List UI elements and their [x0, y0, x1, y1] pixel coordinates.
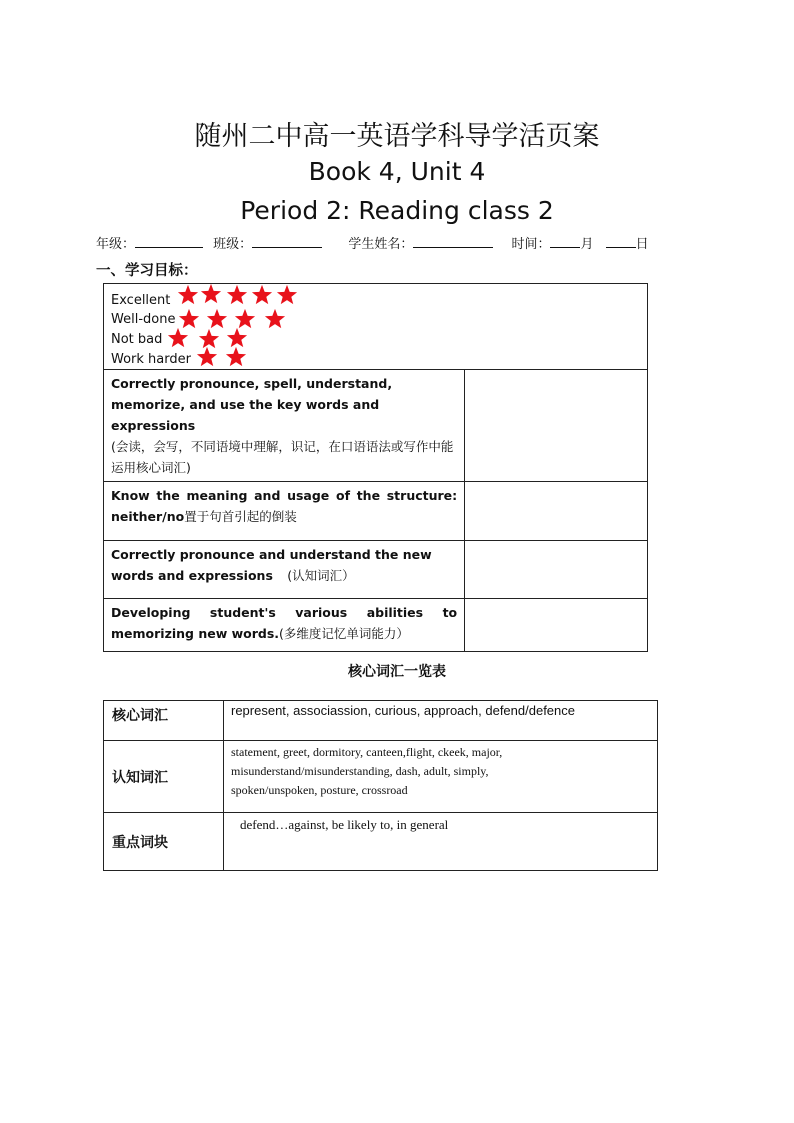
goal-1: [104, 370, 465, 482]
vocab-label-core: 核心词汇: [104, 701, 224, 741]
day-label: 日: [635, 237, 649, 252]
goal-4: [104, 599, 465, 652]
name-blank[interactable]: [413, 235, 493, 248]
goal-4-en-line2: memorizing new words.: [111, 626, 280, 641]
star-icon: [225, 346, 247, 368]
student-info-line: [96, 233, 649, 252]
vocab-label-cognitive: 认知词汇: [104, 741, 224, 813]
month-blank[interactable]: [550, 235, 580, 248]
time-label: 时间：: [511, 237, 551, 252]
goal-2-en-line2: neither/no: [111, 509, 185, 524]
rating-label-well-done: Well-done: [111, 312, 176, 327]
goal-2: [104, 482, 465, 541]
class-blank[interactable]: [252, 235, 322, 248]
goal-1-rating-cell[interactable]: [465, 370, 648, 482]
star-icon: [167, 327, 189, 349]
goal-3-en: Correctly pronounce and understand the new words and expressions: [111, 547, 432, 583]
rating-legend: [104, 284, 647, 369]
vocab-value-cognitive: [224, 741, 658, 813]
learning-goals-table: [103, 283, 648, 652]
goal-2-en-line1: Know the meaning and usage of the structure:: [111, 488, 458, 503]
star-icon: [226, 284, 248, 306]
goal-2-rating-cell[interactable]: [465, 482, 648, 541]
goal-4-rating-cell[interactable]: [465, 599, 648, 652]
goal-3-rating-cell[interactable]: [465, 541, 648, 599]
goal-4-cn: (多维度记忆单词能力）: [279, 626, 409, 641]
star-icon: [264, 308, 286, 330]
star-icon: [276, 284, 298, 306]
rating-legend-cell: [104, 284, 648, 370]
goal-3: [104, 541, 465, 599]
star-icon: [177, 284, 199, 306]
vocab-cognitive-line: spoken/unspoken, posture, crossroad: [231, 783, 408, 797]
section-title: 一、学习目标：: [96, 263, 198, 279]
goal-2-cn: 置于句首引起的倒装: [184, 509, 297, 524]
vocab-label-chunks: 重点词块: [104, 813, 224, 871]
vocab-table: [103, 700, 658, 871]
name-label: 学生姓名：: [348, 237, 414, 252]
period-heading: Period 2: Reading class 2: [240, 196, 554, 225]
vocab-cognitive-line: misunderstand/misunderstanding, dash, adult, simply,: [231, 764, 489, 778]
grade-blank[interactable]: [135, 235, 203, 248]
book-unit-heading: Book 4, Unit 4: [308, 157, 486, 186]
vocab-table-title: 核心词汇一览表: [348, 664, 446, 680]
month-label: 月: [580, 237, 594, 252]
goal-1-cn: (会读，会写，不同语境中理解，识记，在口语语法或写作中能运用核心词汇): [111, 439, 454, 475]
star-icon: [251, 284, 273, 306]
star-icon: [200, 283, 222, 305]
document-title: 随州二中高一英语学科导学活页案: [194, 121, 600, 152]
vocab-cognitive-line: statement, greet, dormitory, canteen,flight, ckeek, major,: [231, 745, 503, 759]
vocab-value-core: represent, associassion, curious, approach, defend/defence: [224, 701, 658, 741]
rating-label-work-harder: Work harder: [111, 352, 191, 367]
rating-label-not-bad: Not bad: [111, 332, 163, 347]
star-icon: [206, 308, 228, 330]
goal-3-cn: (认知词汇）: [287, 568, 355, 583]
vocab-value-chunks: defend…against, be likely to, in general: [224, 813, 658, 871]
rating-label-excellent: Excellent: [111, 293, 171, 308]
grade-label: 年级：: [96, 237, 136, 252]
goal-1-en: Correctly pronounce, spell, understand, memorize, and use the key words and expressions: [111, 376, 393, 433]
class-label: 班级：: [213, 237, 253, 252]
goal-4-en-line1: Developing student's various abilities to: [111, 605, 458, 620]
star-icon: [196, 346, 218, 368]
day-blank[interactable]: [606, 235, 636, 248]
